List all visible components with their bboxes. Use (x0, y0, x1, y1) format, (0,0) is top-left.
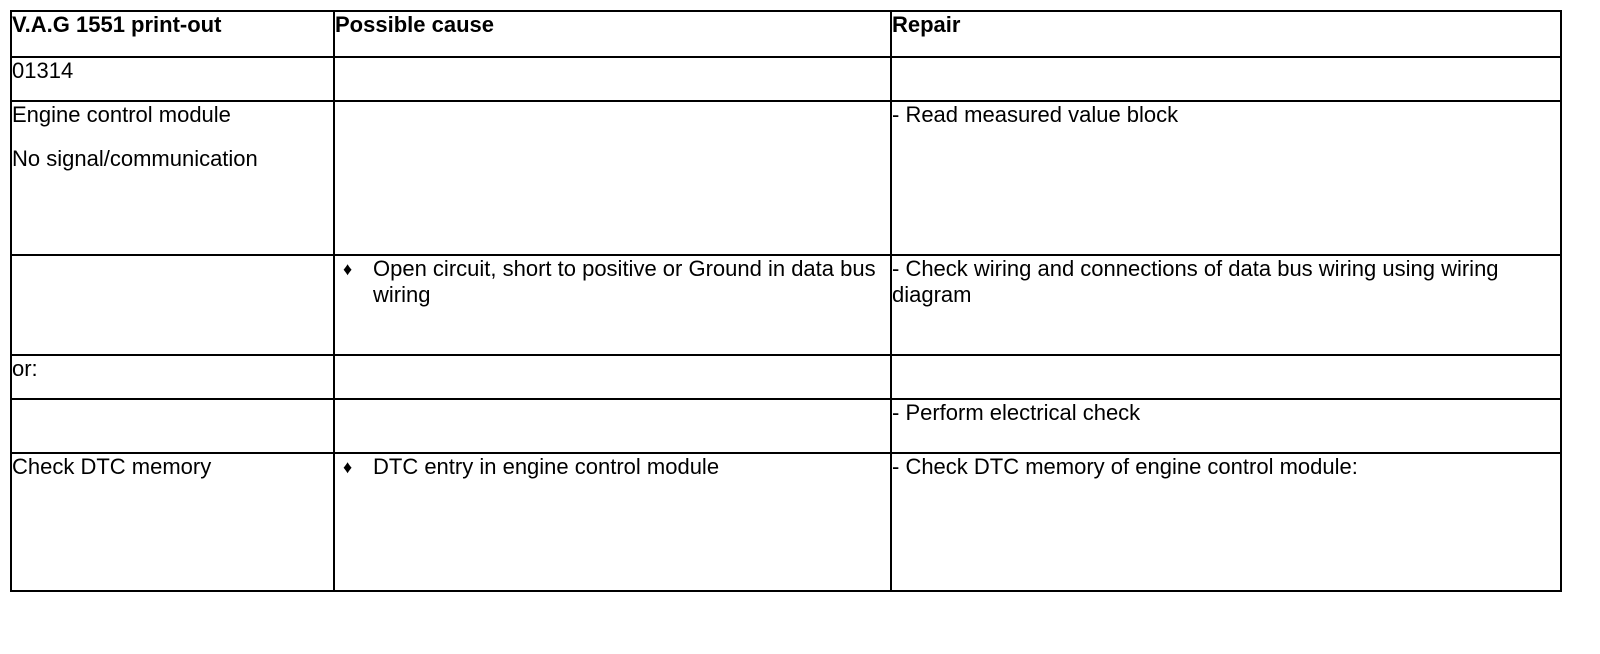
cause-bullet-item (335, 454, 890, 480)
cell-cause (334, 355, 891, 399)
header-repair: Repair (891, 11, 1561, 57)
header-printout: V.A.G 1551 print-out (11, 11, 334, 57)
cell-printout (11, 101, 334, 255)
cell-repair: - Perform electrical check (891, 399, 1561, 453)
cell-repair: - Check DTC memory of engine control module: (891, 453, 1561, 591)
printout-line: Engine control module (12, 102, 231, 127)
diamond-bullet-icon: ♦ (343, 457, 353, 477)
cell-repair: - Read measured value block (891, 101, 1561, 255)
diamond-bullet-icon: ♦ (343, 259, 353, 279)
cell-printout: 01314 (11, 57, 334, 101)
cell-cause (334, 255, 891, 355)
cause-bullet-item (335, 256, 890, 308)
printout-line: No signal/communication (12, 146, 258, 171)
table-row (11, 255, 1561, 355)
cell-cause (334, 453, 891, 591)
cell-repair (891, 355, 1561, 399)
table-row (11, 453, 1561, 591)
table-header-row (11, 11, 1561, 57)
cell-printout (11, 399, 334, 453)
cause-text: Open circuit, short to positive or Ground in data bus wiring (373, 256, 876, 307)
cause-text: DTC entry in engine control module (373, 454, 720, 479)
cell-cause (334, 101, 891, 255)
table-row (11, 57, 1561, 101)
cell-printout: Check DTC memory (11, 453, 334, 591)
cell-repair (891, 57, 1561, 101)
cell-cause (334, 399, 891, 453)
header-possible-cause: Possible cause (334, 11, 891, 57)
cell-repair: - Check wiring and connections of data bus wiring using wiring diagram (891, 255, 1561, 355)
table-row (11, 399, 1561, 453)
dtc-table (10, 10, 1562, 592)
cell-cause (334, 57, 891, 101)
cell-printout: or: (11, 355, 334, 399)
table-row (11, 101, 1561, 255)
table-row (11, 355, 1561, 399)
cell-printout (11, 255, 334, 355)
